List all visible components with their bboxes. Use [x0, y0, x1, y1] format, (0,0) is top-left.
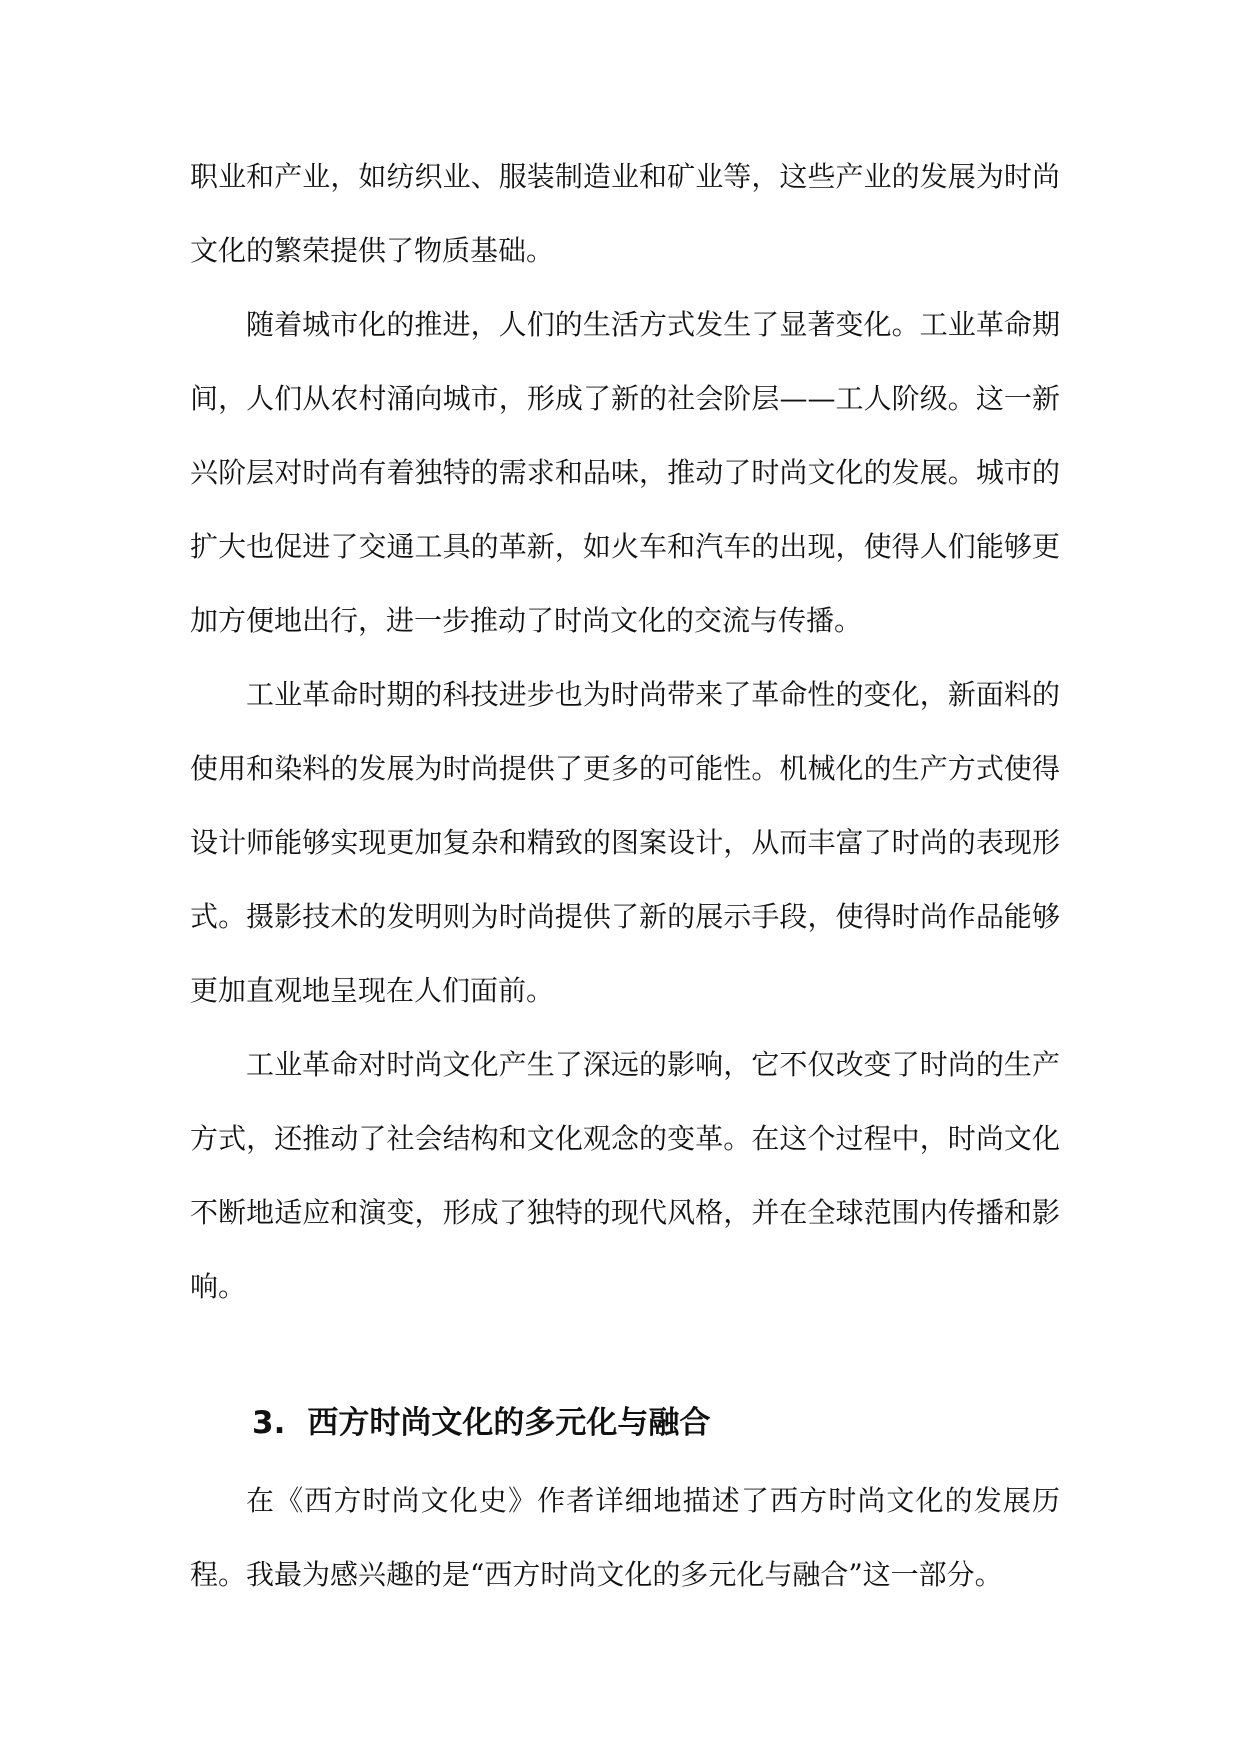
section-number: 3.	[252, 1405, 286, 1441]
section-heading	[252, 1388, 1060, 1458]
document-page	[190, 140, 1060, 1612]
paragraph-section-intro: 在《西方时尚文化史》作者详细地描述了西方时尚文化的发展历程。我最为感兴趣的是“西方时尚文化的多元化与融合”这一部分。	[190, 1484, 1060, 1591]
paragraph-continued: 职业和产业，如纺织业、服装制造业和矿业等，这些产业的发展为时尚文化的繁荣提供了物质基础。	[190, 160, 1060, 267]
paragraph-technology: 工业革命时期的科技进步也为时尚带来了革命性的变化，新面料的使用和染料的发展为时尚提供了更多的可能性。机械化的生产方式使得设计师能够实现更加复杂和精致的图案设计，从而丰富了时尚的表现形式。摄影技术的发明则为时尚提供了新的展示手段，使得时尚作品能够更加直观地呈现在人们面前。	[190, 678, 1060, 1007]
paragraph-urbanization: 随着城市化的推进，人们的生活方式发生了显著变化。工业革命期间，人们从农村涌向城市，形成了新的社会阶层——工人阶级。这一新兴阶层对时尚有着独特的需求和品味，推动了时尚文化的发展。城市的扩大也促进了交通工具的革新，如火车和汽车的出现，使得人们能够更加方便地出行，进一步推动了时尚文化的交流与传播。	[190, 308, 1060, 637]
section-title: 西方时尚文化的多元化与融合	[307, 1405, 711, 1441]
paragraph-industrial-impact: 工业革命对时尚文化产生了深远的影响，它不仅改变了时尚的生产方式，还推动了社会结构和文化观念的变革。在这个过程中，时尚文化不断地适应和演变，形成了独特的现代风格，并在全球范围内传播和影响。	[190, 1048, 1060, 1303]
